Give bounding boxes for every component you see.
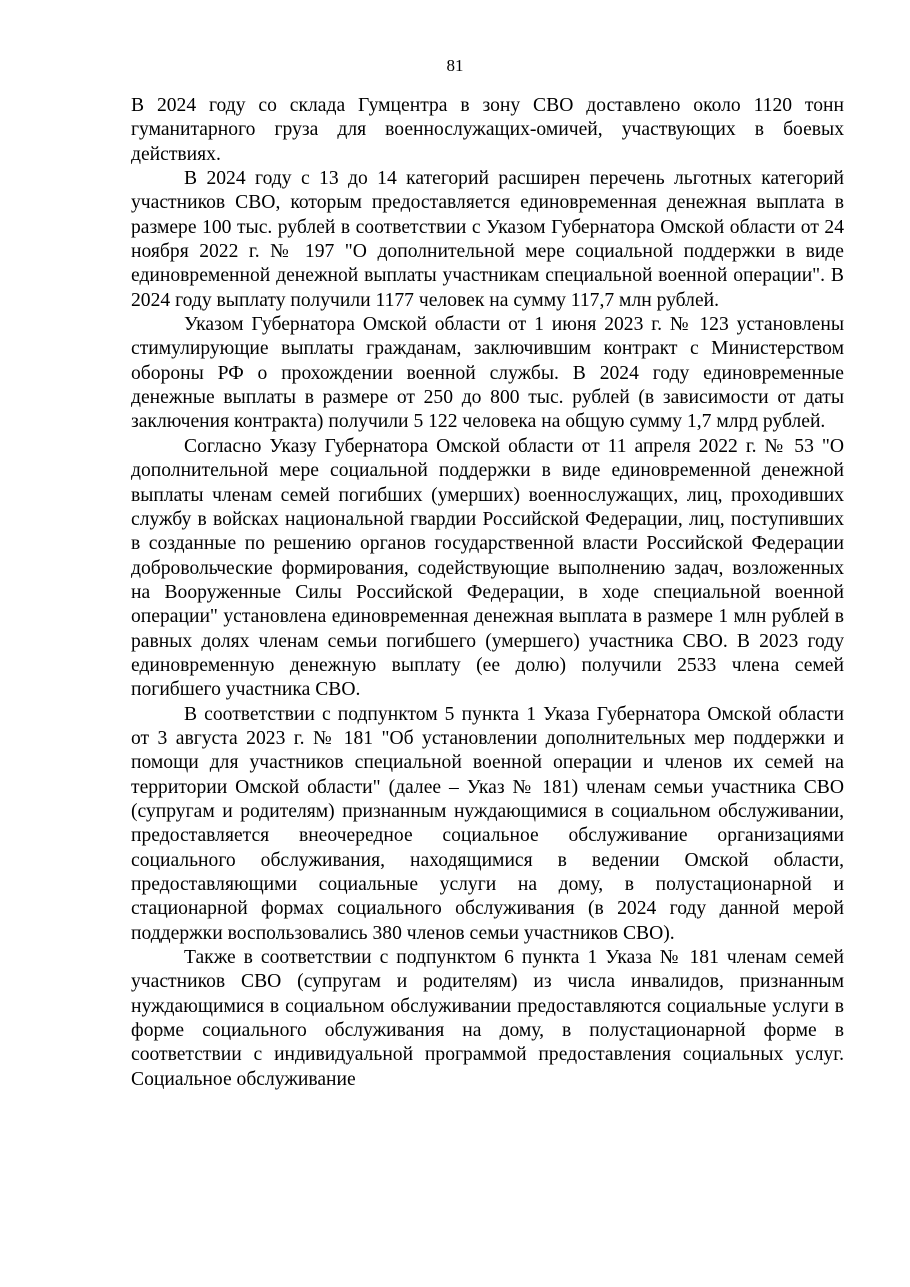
paragraph-disabled-family-services: Также в соответствии с подпунктом 6 пункта 1 Указа № 181 членам семей участников СВО (супругам и родителям) из числа инвалидов, признанным нуждающимися в социальном обслуживании предоставляются социальные услуги в форме социального обслуживания на дому, в полустационарной форме в соответствии с индивидуальной программой предоставления социальных услуг. Социальное обслуживание: [131, 947, 844, 1090]
paragraph-family-payment: Согласно Указу Губернатора Омской области от 11 апреля 2022 г. № 53 "О дополнительной мере социальной поддержки в виде единовременной денежной выплаты членам семей погибших (умерших) военнослужащих, лиц, проходивших службу в войсках национальной гвардии Российской Федерации, лиц, поступивших в созданные по решению органов государственной власти Российской Федерации добровольческие формирования, содействующие выполнению задач, возложенных на Вооруженные Силы Российской Федерации, в ходе специальной военной операции" установлена единовременная денежная выплата в размере 1 млн рублей в равных долях членам семьи погибшего (умершего) участника СВО. В 2023 году единовременную денежную выплату (ее долю) получили 2533 члена семей погибшего участника СВО.: [131, 435, 844, 701]
paragraph-humanitarian-cargo: В 2024 году со склада Гумцентра в зону СВО доставлено около 1120 тонн гуманитарного груза для военнослужащих-омичей, участвующих в боевых действиях.: [131, 95, 844, 165]
paragraph-incentive-payments: Указом Губернатора Омской области от 1 июня 2023 г. № 123 установлены стимулирующие выплаты гражданам, заключившим контракт с Министерством обороны РФ о прохождении военной службы. В 2024 году единовременные денежные выплаты в размере от 250 до 800 тыс. рублей (в зависимости от даты заключения контракта) получили 5 122 человека на общую сумму 1,7 млрд рублей.: [131, 314, 844, 433]
page-number: 81: [446, 56, 464, 75]
document-body: [131, 94, 844, 1092]
paragraph-one-time-payment: В 2024 году с 13 до 14 категорий расширен перечень льготных категорий участников СВО, которым предоставляется единовременная денежная выплата в размере 100 тыс. рублей в соответствии с Указом Губернатора Омской области от 24 ноября 2022 г. № 197 "О дополнительной мере социальной поддержки в виде единовременной денежной выплаты участникам специальной военной операции". В 2024 году выплату получили 1177 человек на сумму 117,7 млн рублей.: [131, 168, 844, 311]
paragraph-social-service: В соответствии с подпунктом 5 пункта 1 Указа Губернатора Омской области от 3 августа 2023 г. № 181 "Об установлении дополнительных мер поддержки и помощи для участников специальной военной операции и членов их семей на территории Омской области" (далее – Указ № 181) членам семьи участника СВО (супругам и родителям) признанным нуждающимися в социальном обслуживании, предоставляется внеочередное социальное обслуживание организациями социального обслуживания, находящимися в ведении Омской области, предоставляющими социальные услуги на дому, в полустационарной и стационарной формах социального обслуживания (в 2024 году данной мерой поддержки воспользовались 380 членов семьи участников СВО).: [131, 703, 844, 944]
